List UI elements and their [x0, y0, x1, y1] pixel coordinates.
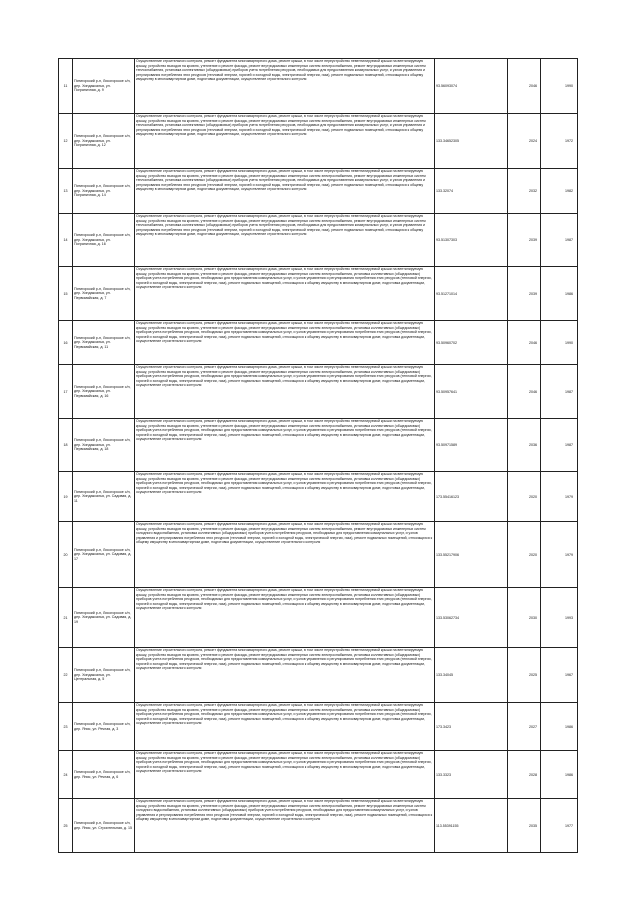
row-year: 2046 — [508, 321, 541, 365]
table-row — [59, 365, 578, 419]
row-works: Осуществление строительного контроля, ремонт фундамента многоквартирного дома, ремонт крыши, в том числе переустройство невентилируемой крыши на вентилируемую крышу, устройство выходов на кровлю, утепление и ремонт фасада, ремонт внутридомовых инженерных систем электроснабжения, ремонт внутридомовых инженерных систем теплоснабжения, установка коллективных (общедомовых) приборов учета потребления ресурсов, необходимых для предоставления коммунальных услуг, и узлов управления и регулирования потребления этих ресурсов (тепловой энергии, горячей и холодной воды, электрической энергии, газа), ремонт подвальных помещений, относящихся к общему имуществу в многоквартирном доме, подготовка документации, осуществление строительного контроля — [135, 114, 435, 169]
table-row — [59, 321, 578, 365]
row-year: 2028 — [508, 751, 541, 799]
row-address: Пятигорский р-н, Лисогорское с/п, дер. Хиндаксалья, ул. Пограничная, д. 12 — [73, 114, 135, 169]
table-row — [59, 703, 578, 751]
row-number: 20 — [59, 522, 73, 588]
row-works: Осуществление строительного контроля, ремонт фундамента многоквартирного дома, ремонт крыши, в том числе переустройство невентилируемой крыши на вентилируемую крышу, устройство выходов на кровлю, утепление и ремонт фасада, ремонт внутридомовых инженерных систем электроснабжения, ремонт внутридомовых инженерных систем теплоснабжения, установка коллективных (общедомовых) приборов учета потребления ресурсов, необходимых для предоставления коммунальных услуг, и узлов управления и регулирования потребления этих ресурсов (тепловой энергии, горячей и холодной воды, электрической энергии, газа), ремонт подвальных помещений, относящихся к общему имуществу в многоквартирном доме, подготовка документации, осуществление строительного контроля — [135, 59, 435, 114]
row-number: 21 — [59, 588, 73, 648]
row-works: Осуществление строительного контроля, ремонт фундамента многоквартирного дома, ремонт крыши, в том числе переустройство невентилируемой крыши на вентилируемую крышу, устройство выходов на кровлю, утепление и ремонт фасада, ремонт внутридомовых инженерных систем электроснабжения, установка коллективных (общедомовых) приборов учета потребления ресурсов, необходимых для предоставления коммунальных услуг, и узлов управления и регулирования потребления этих ресурсов (тепловой энергии, горячей и холодной воды, электрической энергии, газа), ремонт подвальных помещений, относящихся к общему имуществу в многоквартирном доме, подготовка документации, осуществление строительного контроля — [135, 588, 435, 648]
table-row — [59, 648, 578, 703]
row-works: Осуществление строительного контроля, ремонт фундамента многоквартирного дома, ремонт крыши, в том числе переустройство невентилируемой крыши на вентилируемую крышу, устройство выходов на кровлю, утепление и ремонт фасада, ремонт внутридомовых инженерных систем электроснабжения, установка коллективных (общедомовых) приборов учета потребления ресурсов, необходимых для предоставления коммунальных услуг, и узлов управления и регулирования потребления этих ресурсов (тепловой энергии, горячей и холодной воды, электрической энергии, газа), ремонт подвальных помещений, относящихся к общему имуществу в многоквартирном доме, подготовка документации, осуществление строительного контроля — [135, 365, 435, 419]
row-number: 12 — [59, 114, 73, 169]
row-built-year: 1982 — [541, 169, 578, 214]
row-address: Пятигорский р-н, Лисогорское с/п, дер. Хиндаксалья, ул. Первомайская, д. 7 — [73, 267, 135, 321]
row-built-year: 1986 — [541, 267, 578, 321]
row-year: 2024 — [508, 114, 541, 169]
row-address: Пятигорский р-н, Лисогорское с/п, дер. Хиндаксалья, ул. Пограничная, д. 9 — [73, 59, 135, 114]
table-row — [59, 522, 578, 588]
row-address: Пятигорский р-н, Лисогорское с/п, дер. Хиндаксалья, ул. Садовая, д. 19 — [73, 588, 135, 648]
row-number: 23 — [59, 703, 73, 751]
row-number: 19 — [59, 472, 73, 522]
row-works: Осуществление строительного контроля, ремонт фундамента многоквартирного дома, ремонт крыши, в том числе переустройство невентилируемой крыши на вентилируемую крышу, устройство выходов на кровлю, утепление и ремонт фасада, ремонт внутридомовых инженерных систем электроснабжения, установка коллективных (общедомовых) приборов учета потребления ресурсов, необходимых для предоставления коммунальных услуг, и узлов управления и регулирования потребления этих ресурсов (тепловой энергии, горячей и холодной воды, электрической энергии, газа), ремонт подвальных помещений, относящихся к общему имуществу в многоквартирном доме, подготовка документации, осуществление строительного контроля — [135, 703, 435, 751]
row-built-year: 1987 — [541, 214, 578, 267]
table-row — [59, 59, 578, 114]
row-area: 133.55217906 — [435, 522, 508, 588]
repair-program-table — [58, 58, 578, 853]
row-year: 2046 — [508, 365, 541, 419]
row-number: 25 — [59, 799, 73, 853]
row-address: Пятигорский р-н, Лисогорское с/п, дер. Хиндаксалья, ул. Пограничная, д. 16 — [73, 214, 135, 267]
row-built-year: 1987 — [541, 419, 578, 472]
row-area: 93.50971589 — [435, 419, 508, 472]
row-area: 133.32074 — [435, 169, 508, 214]
table-row — [59, 114, 578, 169]
row-works: Осуществление строительного контроля, ремонт фундамента многоквартирного дома, ремонт крыши, в том числе переустройство невентилируемой крыши на вентилируемую крышу, устройство выходов на кровлю, утепление и ремонт фасада, ремонт внутридомовых инженерных систем электроснабжения, установка коллективных (общедомовых) приборов учета потребления ресурсов, необходимых для предоставления коммунальных услуг, и узлов управления и регулирования потребления этих ресурсов (тепловой энергии, горячей и холодной воды, электрической энергии, газа), ремонт подвальных помещений, относящихся к общему имуществу в многоквартирном доме, подготовка документации, осуществление строительного контроля — [135, 472, 435, 522]
row-area: 173.55416123 — [435, 472, 508, 522]
row-works: Осуществление строительного контроля, ремонт фундамента многоквартирного дома, ремонт крыши, в том числе переустройство невентилируемой крыши на вентилируемую крышу, устройство выходов на кровлю, утепление и ремонт фасада, ремонт внутридомовых инженерных систем электроснабжения, установка коллективных (общедомовых) приборов учета потребления ресурсов, необходимых для предоставления коммунальных услуг, и узлов управления и регулирования потребления этих ресурсов (тепловой энергии, горячей и холодной воды, электрической энергии, газа), ремонт подвальных помещений, относящихся к общему имуществу в многоквартирном доме, подготовка документации, осуществление строительного контроля — [135, 321, 435, 365]
row-address: Пятигорский р-н, Лисогорское с/п, дер. Янис, ул. Речная, д. 6 — [73, 751, 135, 799]
row-works: Осуществление строительного контроля, ремонт фундамента многоквартирного дома, ремонт крыши, в том числе переустройство невентилируемой крыши на вентилируемую крышу, устройство выходов на кровлю, утепление и ремонт фасада, ремонт внутридомовых инженерных систем электроснабжения, ремонт внутридомовых инженерных систем теплоснабжения, установка коллективных (общедомовых) приборов учета потребления ресурсов, необходимых для предоставления коммунальных услуг, и узлов управления и регулирования потребления этих ресурсов (тепловой энергии, горячей и холодной воды, электрической энергии, газа), ремонт подвальных помещений, относящихся к общему имуществу в многоквартирном доме, подготовка документации, осуществление строительного контроля — [135, 214, 435, 267]
row-number: 24 — [59, 751, 73, 799]
row-address: Пятигорский р-н, Лисогорское с/п, дер. Хиндаксалья, ул. Садовая, д. 11 — [73, 472, 135, 522]
table-row — [59, 799, 578, 853]
row-built-year: 1979 — [541, 472, 578, 522]
table-row — [59, 214, 578, 267]
row-number: 14 — [59, 214, 73, 267]
row-built-year: 1986 — [541, 751, 578, 799]
row-works: Осуществление строительного контроля, ремонт фундамента многоквартирного дома, ремонт крыши, в том числе переустройство невентилируемой крыши на вентилируемую крышу, устройство выходов на кровлю, утепление и ремонт фасада, ремонт внутридомовых инженерных систем электроснабжения, ремонт внутридомовых инженерных систем холодного водоснабжения, установка коллективных (общедомовых) приборов учета потребления ресурсов, необходимых для предоставления коммунальных услуг, и узлов управления и регулирования потребления этих ресурсов (тепловой энергии, горячей и холодной воды, электрической энергии, газа), ремонт подвальных помещений, относящихся к общему имуществу в многоквартирном доме, подготовка документации, осуществление строительного контроля — [135, 522, 435, 588]
row-built-year: 1990 — [541, 59, 578, 114]
row-works: Осуществление строительного контроля, ремонт фундамента многоквартирного дома, ремонт крыши, в том числе переустройство невентилируемой крыши на вентилируемую крышу, устройство выходов на кровлю, утепление и ремонт фасада, ремонт внутридомовых инженерных систем электроснабжения, ремонт внутридомовых инженерных систем холодного водоснабжения, установка коллективных (общедомовых) приборов учета потребления ресурсов, необходимых для предоставления коммунальных услуг, и узлов управления и регулирования потребления этих ресурсов (тепловой энергии, горячей и холодной воды, электрической энергии, газа), ремонт подвальных помещений, относящихся к общему имуществу в многоквартирном доме, подготовка документации, осуществление строительного контроля — [135, 799, 435, 853]
row-built-year: 1990 — [541, 321, 578, 365]
table-row — [59, 267, 578, 321]
table-row — [59, 169, 578, 214]
row-address: Пятигорский р-н, Лисогорское с/п, дер. Хиндаксалья, ул. Первомайская, д. 16 — [73, 365, 135, 419]
row-area: 133.3323 — [435, 751, 508, 799]
row-works: Осуществление строительного контроля, ремонт фундамента многоквартирного дома, ремонт крыши, в том числе переустройство невентилируемой крыши на вентилируемую крышу, устройство выходов на кровлю, утепление и ремонт фасада, ремонт внутридомовых инженерных систем электроснабжения, установка коллективных (общедомовых) приборов учета потребления ресурсов, необходимых для предоставления коммунальных услуг, и узлов управления и регулирования потребления этих ресурсов (тепловой энергии, горячей и холодной воды, электрической энергии, газа), ремонт подвальных помещений, относящихся к общему имуществу в многоквартирном доме, подготовка документации, осуществление строительного контроля — [135, 267, 435, 321]
row-number: 11 — [59, 59, 73, 114]
row-area: 93.50960702 — [435, 321, 508, 365]
row-address: Пятигорский р-н, Лисогорское с/п, дер. Хиндаксалья, ул. Центральная, д. 5 — [73, 648, 135, 703]
row-works: Осуществление строительного контроля, ремонт фундамента многоквартирного дома, ремонт крыши, в том числе переустройство невентилируемой крыши на вентилируемую крышу, устройство выходов на кровлю, утепление и ремонт фасада, ремонт внутридомовых инженерных систем электроснабжения, установка коллективных (общедомовых) приборов учета потребления ресурсов, необходимых для предоставления коммунальных услуг, и узлов управления и регулирования потребления этих ресурсов (тепловой энергии, горячей и холодной воды, электрической энергии, газа), ремонт подвальных помещений, относящихся к общему имуществу в многоквартирном доме, подготовка документации, осуществление строительного контроля — [135, 648, 435, 703]
table-row — [59, 588, 578, 648]
row-area: 93.51307303 — [435, 214, 508, 267]
row-built-year: 1986 — [541, 703, 578, 751]
row-number: 13 — [59, 169, 73, 214]
row-built-year: 1972 — [541, 114, 578, 169]
row-number: 17 — [59, 365, 73, 419]
row-address: Пятигорский р-н, Лисогорское с/п, дер. Янис, ул. Строительная, д. 15 — [73, 799, 135, 853]
row-year: 2039 — [508, 267, 541, 321]
row-year: 2027 — [508, 703, 541, 751]
row-area: 133.53062734 — [435, 588, 508, 648]
row-built-year: 1977 — [541, 799, 578, 853]
row-address: Пятигорский р-н, Лисогорское с/п, дер. Хиндаксалья, ул. Садовая, д. 17 — [73, 522, 135, 588]
row-area: 93.50957641 — [435, 365, 508, 419]
table-row — [59, 472, 578, 522]
row-year: 2025 — [508, 648, 541, 703]
row-area: 113.55391155 — [435, 799, 508, 853]
row-area: 133.34045 — [435, 648, 508, 703]
row-year: 2035 — [508, 799, 541, 853]
row-built-year: 1987 — [541, 365, 578, 419]
row-built-year: 1979 — [541, 522, 578, 588]
row-year: 2020 — [508, 522, 541, 588]
row-address: Пятигорский р-н, Лисогорское с/п, дер. Хиндаксалья, ул. Первомайская, д. 18 — [73, 419, 135, 472]
row-year: 2039 — [508, 214, 541, 267]
row-number: 18 — [59, 419, 73, 472]
row-works: Осуществление строительного контроля, ремонт фундамента многоквартирного дома, ремонт крыши, в том числе переустройство невентилируемой крыши на вентилируемую крышу, устройство выходов на кровлю, утепление и ремонт фасада, ремонт внутридомовых инженерных систем электроснабжения, ремонт внутридомовых инженерных систем теплоснабжения, установка коллективных (общедомовых) приборов учета потребления ресурсов, необходимых для предоставления коммунальных услуг, и узлов управления и регулирования потребления этих ресурсов (тепловой энергии, горячей и холодной воды, электрической энергии, газа), ремонт подвальных помещений, относящихся к общему имуществу в многоквартирном доме, подготовка документации, осуществление строительного контроля — [135, 169, 435, 214]
row-address: Пятигорский р-н, Лисогорское с/п, дер. Хиндаксалья, ул. Пограничная, д. 14 — [73, 169, 135, 214]
table-row — [59, 419, 578, 472]
document-page — [58, 58, 577, 853]
row-built-year: 1967 — [541, 648, 578, 703]
row-area: 133.34652305 — [435, 114, 508, 169]
row-year: 2046 — [508, 59, 541, 114]
row-number: 22 — [59, 648, 73, 703]
table-row — [59, 751, 578, 799]
row-number: 16 — [59, 321, 73, 365]
row-year: 2036 — [508, 419, 541, 472]
row-works: Осуществление строительного контроля, ремонт фундамента многоквартирного дома, ремонт крыши, в том числе переустройство невентилируемой крыши на вентилируемую крышу, устройство выходов на кровлю, утепление и ремонт фасада, ремонт внутридомовых инженерных систем электроснабжения, установка коллективных (общедомовых) приборов учета потребления ресурсов, необходимых для предоставления коммунальных услуг, и узлов управления и регулирования потребления этих ресурсов (тепловой энергии, горячей и холодной воды, электрической энергии, газа), ремонт подвальных помещений, относящихся к общему имуществу в многоквартирном доме, подготовка документации, осуществление строительного контроля — [135, 419, 435, 472]
row-number: 15 — [59, 267, 73, 321]
row-address: Пятигорский р-н, Лисогорское с/п, дер. Янис, ул. Речная, д. 3 — [73, 703, 135, 751]
row-year: 2020 — [508, 472, 541, 522]
row-year: 2030 — [508, 588, 541, 648]
row-area: 93.51271014 — [435, 267, 508, 321]
row-works: Осуществление строительного контроля, ремонт фундамента многоквартирного дома, ремонт крыши, в том числе переустройство невентилируемой крыши на вентилируемую крышу, устройство выходов на кровлю, утепление и ремонт фасада, ремонт внутридомовых инженерных систем электроснабжения, установка коллективных (общедомовых) приборов учета потребления ресурсов, необходимых для предоставления коммунальных услуг, и узлов управления и регулирования потребления этих ресурсов (тепловой энергии, горячей и холодной воды, электрической энергии, газа), ремонт подвальных помещений, относящихся к общему имуществу в многоквартирном доме, подготовка документации, осуществление строительного контроля — [135, 751, 435, 799]
row-address: Пятигорский р-н, Лисогорское с/п, дер. Хиндаксалья, ул. Первомайская, д. 11 — [73, 321, 135, 365]
row-built-year: 1993 — [541, 588, 578, 648]
row-area: 173.3423 — [435, 703, 508, 751]
row-year: 2032 — [508, 169, 541, 214]
row-area: 93.56093074 — [435, 59, 508, 114]
